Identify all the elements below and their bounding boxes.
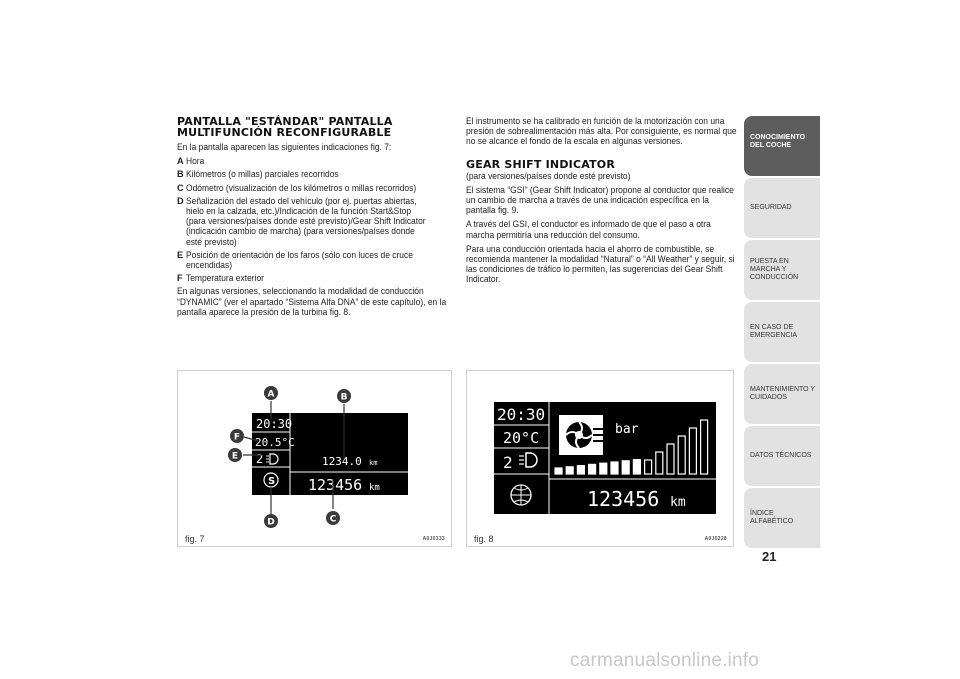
heading-line-1: PANTALLA "ESTÁNDAR" PANTALLA — [177, 115, 393, 128]
lcd-odometer-unit: km — [670, 495, 686, 510]
callout-e: E — [231, 451, 239, 462]
figure-8-caption: fig. 8 — [474, 534, 494, 544]
lcd-temperature: 20°C — [503, 429, 540, 447]
figure-7 — [177, 370, 452, 547]
tab-mantenimiento[interactable]: MANTENIMIENTO Y CUIDADOS — [744, 364, 820, 424]
tab-conocimiento-del-coche[interactable]: CONOCIMIENTO DEL COCHE — [744, 116, 820, 176]
lcd-trip: 1234.0 — [322, 455, 362, 468]
tab-seguridad[interactable]: SEGURIDAD — [744, 178, 820, 238]
pressure-bar-segment — [600, 463, 607, 474]
pressure-bar-segment — [577, 466, 584, 474]
pressure-bar-segment — [566, 467, 573, 474]
lcd-odometer: 123456 — [308, 476, 363, 494]
lcd-headlight-level: 2 — [256, 452, 264, 466]
lcd-time: 20:30 — [497, 405, 546, 424]
pressure-unit: bar — [615, 422, 639, 437]
gsi-paragraph-3: Para una conducción orientada hacia el ahorro de combustible, se recomienda mantener la modalidad “Natural” o “All Weather” y seguir, si las condiciones de tráfico lo permiten, las sugerencias del Gear Shift Indicator. — [466, 243, 735, 285]
pressure-bar-segment — [555, 468, 562, 474]
svg-text:S: S — [268, 476, 276, 487]
indicator-list — [177, 156, 449, 283]
lcd-time: 20:30 — [256, 417, 293, 431]
fig7-display-illustration — [178, 371, 451, 546]
heading-line-2: MULTIFUNCIÓN RECONFIGURABLE — [177, 126, 392, 139]
gsi-subheading: (para versiones/países donde esté previsto) — [466, 170, 631, 181]
list-item: D Señalización del estado del vehículo (por ej. puertas abiertas, hielo en la calzada, etc.)/Indicación de la función Start&Stop (para versiones/países donde esté previsto)/Gear Shift Indicator (indicación cambio de marcha) (para versiones/países donde esté previsto) — [177, 195, 426, 247]
section-heading-display — [177, 116, 449, 138]
section-heading-gsi: GEAR SHIFT INDICATOR — [466, 157, 616, 171]
lcd-temperature: 20.5°C — [255, 436, 295, 449]
pressure-bar-segment — [589, 464, 596, 474]
watermark: carmanualsonline.info — [570, 650, 760, 671]
pressure-bar-segment — [633, 460, 640, 474]
lcd-odometer-unit: km — [369, 483, 380, 493]
list-item: F Temperatura exterior — [177, 273, 264, 284]
turbo-icon — [559, 415, 603, 455]
gsi-paragraph-1: El sistema “GSI” (Gear Shift Indicator) propone al conductor que realice un cambio de marcha a través de una indicación específica en la pantalla fig. 9. — [466, 184, 734, 216]
callout-d: D — [267, 517, 275, 528]
figure-7-caption: fig. 7 — [185, 534, 205, 544]
chapter-tabs — [744, 116, 820, 550]
right-column — [466, 116, 741, 289]
callout-b: B — [340, 392, 348, 403]
lcd-trip-unit: km — [369, 459, 378, 467]
list-item: A Hora — [177, 156, 205, 167]
page-number: 21 — [762, 549, 777, 564]
tab-indice-alfabetico[interactable]: ÍNDICE ALFABÉTICO — [744, 488, 820, 548]
figure-8-code: A0J0228 — [704, 536, 727, 542]
gsi-paragraph-2: A través del GSI, el conductor es informado de que el paso a otra marcha permitiría una reducción del consumo. — [466, 219, 711, 240]
list-item: B Kilómetros (o millas) parciales recorridos — [177, 169, 339, 180]
tab-datos-tecnicos[interactable]: DATOS TÉCNICOS — [744, 426, 820, 486]
tab-puesta-en-marcha[interactable]: PUESTA EN MARCHA Y CONDUCCIÓN — [744, 240, 820, 300]
list-item: E Posición de orientación de los faros (sólo con luces de cruce encendidas) — [177, 249, 413, 271]
list-item: C Odómetro (visualización de los kilómetros o millas recorridos) — [177, 182, 417, 193]
figure-7-code: A0J0333 — [422, 536, 445, 542]
callout-f: F — [233, 432, 241, 443]
pressure-bar-segment — [611, 462, 618, 474]
lcd-headlight-level: 2 — [503, 453, 513, 472]
callout-a: A — [267, 389, 275, 400]
outro-paragraph: En algunas versiones, seleccionando la modalidad de conducción “DYNAMIC” (ver el apartado “Sistema Alfa DNA” de este capítulo), en la pantalla aparece la presión de la turbina fig. 8. — [177, 286, 447, 317]
tab-en-caso-de-emergencia[interactable]: EN CASO DE EMERGENCIA — [744, 302, 820, 362]
figure-8 — [466, 370, 734, 547]
calibration-paragraph: El instrumento se ha calibrado en función de la motorización con una presión de sobrealimentación más alta. Por consiguiente, es normal que no se alcance el fondo de la escala en algunas versiones. — [466, 116, 737, 147]
callout-c: C — [329, 514, 337, 525]
intro-paragraph: En la pantalla aparecen las siguientes indicaciones fig. 7: — [177, 142, 392, 152]
lcd-odometer: 123456 — [587, 487, 660, 511]
pressure-bar-segment — [622, 461, 629, 474]
fig8-display-illustration — [467, 371, 733, 546]
left-column — [177, 116, 449, 321]
